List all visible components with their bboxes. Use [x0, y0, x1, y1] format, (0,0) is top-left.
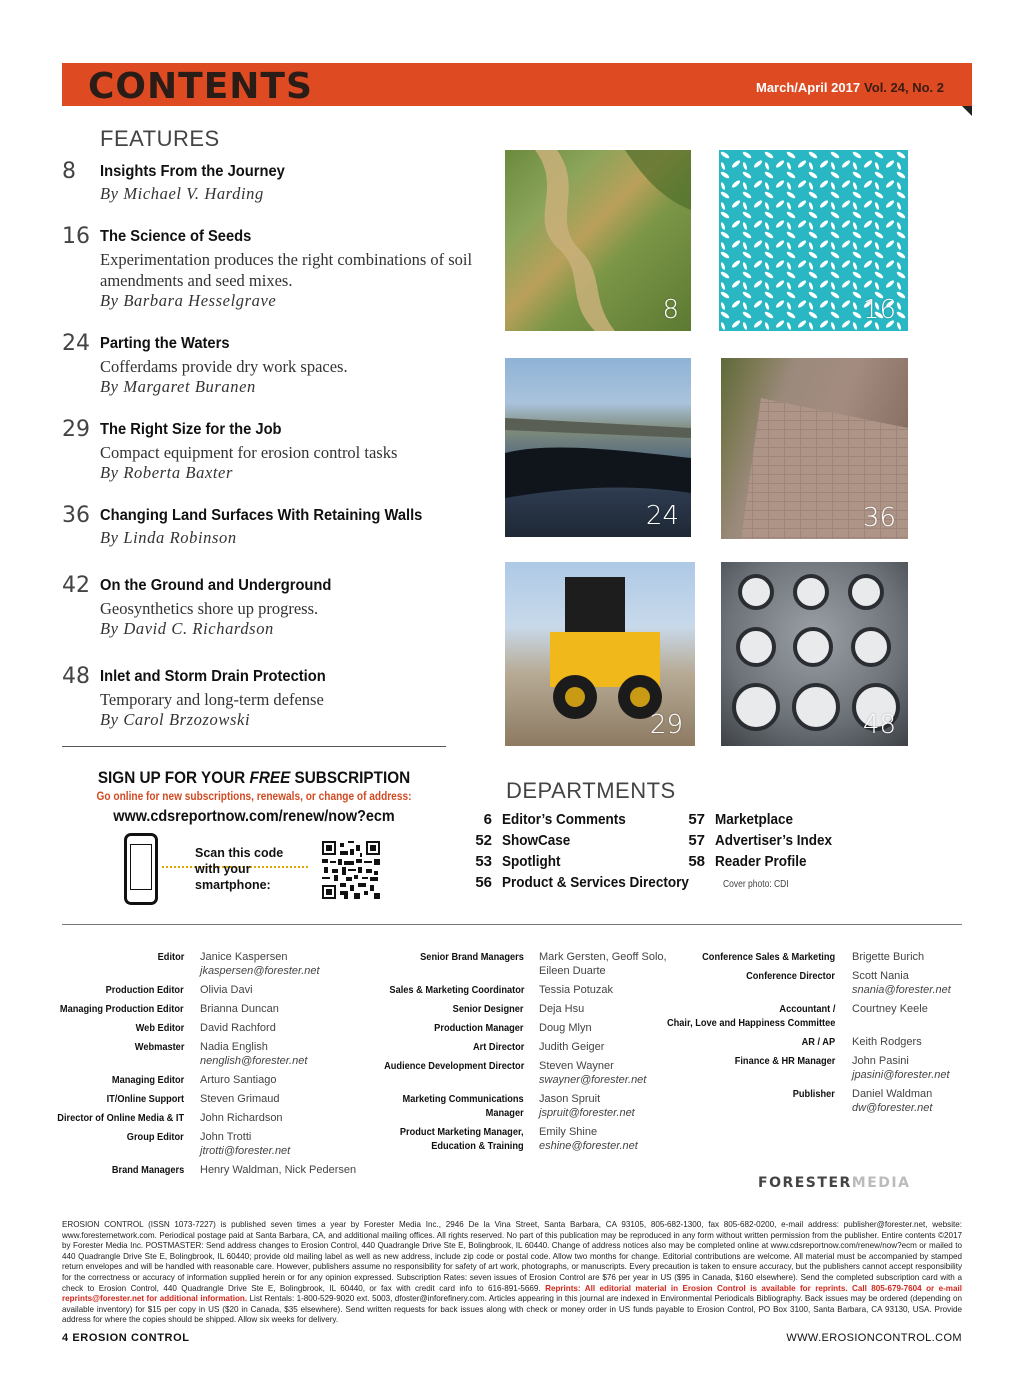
masthead-name: Brigette Burich	[852, 951, 925, 963]
staff-name: Daniel Waldman	[852, 1088, 933, 1100]
masthead-role: Finance & HR Manager	[734, 1055, 835, 1067]
feature-byline: By Barbara Hesselgrave	[100, 291, 277, 310]
feature-dek: Compact equipment for erosion control tasks	[100, 443, 398, 462]
scan-line: smartphone:	[195, 878, 271, 892]
department-label[interactable]: Reader Profile	[715, 853, 807, 870]
masthead-role: Brand Managers	[111, 1164, 184, 1176]
department-label[interactable]: ShowCase	[502, 832, 571, 849]
skid-steer-loader-photo[interactable]	[505, 562, 695, 746]
feature-title[interactable]: Inlet and Storm Drain Protection	[100, 668, 326, 685]
feature-page: 16	[62, 224, 90, 249]
publication-fineprint	[62, 1220, 962, 1326]
department-item[interactable]	[683, 853, 817, 870]
masthead-name: Keith Rodgers	[852, 1036, 922, 1048]
masthead-name: Deja Hsu	[539, 1003, 585, 1015]
department-page: 57	[688, 832, 705, 849]
staff-name: Nadia English	[200, 1041, 268, 1053]
logo-part: FORESTER	[758, 1175, 852, 1191]
seed-pattern-photo[interactable]	[719, 150, 908, 331]
staff-email[interactable]: swayner@forester.net	[539, 1074, 647, 1086]
staff-email[interactable]: nenglish@forester.net	[200, 1055, 308, 1067]
features-heading: FEATURES	[100, 126, 220, 151]
feature-dek: Temporary and long-term defense	[100, 690, 324, 709]
feature-title[interactable]: Changing Land Surfaces With Retaining Walls	[100, 507, 423, 524]
subscription-heading-free: FREE	[249, 768, 291, 787]
masthead-name	[852, 1054, 950, 1082]
smartphone-icon	[124, 833, 158, 905]
masthead-role: Production Editor	[105, 984, 184, 996]
masthead-name	[539, 1125, 638, 1153]
scan-line: with your	[195, 862, 251, 876]
role-line: Product Marketing Manager,	[400, 1126, 524, 1138]
departments-heading: DEPARTMENTS	[506, 778, 676, 803]
feature-title[interactable]: On the Ground and Underground	[100, 577, 332, 594]
staff-name: Janice Kaspersen	[200, 951, 288, 963]
masthead-name: Tessia Potuzak	[539, 984, 613, 996]
subscription-heading-post: SUBSCRIPTION	[290, 768, 411, 787]
department-item[interactable]	[683, 811, 802, 828]
staff-name: Steven Wayner	[539, 1060, 614, 1072]
department-item[interactable]	[683, 832, 845, 849]
masthead-name: Brianna Duncan	[200, 1003, 279, 1015]
department-label[interactable]: Spotlight	[502, 853, 561, 870]
issue-info	[756, 80, 944, 95]
photo-page-number: 16	[862, 295, 896, 325]
feature-byline: By David C. Richardson	[100, 619, 274, 638]
subscription-heading	[81, 768, 427, 788]
staff-email[interactable]: eshine@forester.net	[539, 1140, 638, 1152]
department-page: 56	[475, 874, 492, 891]
staff-name: Emily Shine	[539, 1126, 598, 1138]
role-line: Accountant /	[779, 1003, 835, 1015]
masthead-name: Steven Grimaud	[200, 1093, 280, 1105]
masthead-name	[539, 950, 667, 978]
masthead-role: Senior Brand Managers	[420, 951, 524, 963]
feature-byline: By Linda Robinson	[100, 528, 237, 547]
masthead-name: John Richardson	[200, 1112, 283, 1124]
staff-name: Jason Spruit	[539, 1093, 601, 1105]
feature-byline: By Roberta Baxter	[100, 463, 233, 482]
feature-title[interactable]: Parting the Waters	[100, 335, 230, 352]
staff-email[interactable]: jpasini@forester.net	[852, 1069, 950, 1081]
staff-email[interactable]: snania@forester.net	[852, 984, 951, 996]
role-line: Manager	[485, 1107, 524, 1119]
masthead-role	[667, 1002, 835, 1030]
masthead-role: AR / AP	[801, 1036, 835, 1048]
masthead-role: Editor	[157, 951, 184, 963]
masthead-name: Olivia Davi	[200, 984, 253, 996]
subscription-url-link[interactable]: www.cdsreportnow.com/renew/now?ecm	[113, 808, 395, 825]
corner-triangle	[962, 106, 972, 116]
role-line: Education & Training	[431, 1140, 524, 1152]
staff-name: Eileen Duarte	[539, 965, 606, 977]
masthead-name: Arturo Santiago	[200, 1074, 277, 1086]
masthead-role: Director of Online Media & IT	[57, 1112, 184, 1124]
feature-page: 29	[62, 417, 90, 442]
masthead-name: Doug Mlyn	[539, 1022, 592, 1034]
masthead-name	[200, 1130, 290, 1158]
forester-media-logo	[758, 1175, 910, 1191]
masthead-role	[400, 1125, 524, 1153]
staff-email[interactable]: jspruit@forester.net	[539, 1107, 635, 1119]
department-item[interactable]	[470, 832, 578, 849]
photo-page-number: 29	[649, 710, 683, 740]
masthead-role: Conference Director	[746, 970, 835, 982]
masthead-role: Publisher	[792, 1088, 835, 1100]
staff-email[interactable]: dw@forester.net	[852, 1102, 933, 1114]
masthead-role	[403, 1092, 524, 1120]
fineprint-text: EROSION CONTROL (ISSN 1073-7227) is published seven times a year by Forester Media Inc., 2946 De la Vina Street, Santa Barbara, CA 93105, 805-682-1300, fax 805-682-0200, e-mail address: publisher@forester.net, website: www.foresternetwork.com. Periodical postage paid at Santa Barbara, CA, and additional mailing offices. All rights reserved. No part of this publication may be reproduced in any form without written permission from the publisher. Entire contents ©2017 by Forester Media Inc. POSTMASTER: Send address changes to Erosion Control, 440 Quadrangle Drive Ste E, Bolingbrook, IL 60440. Change of address notices also may be completed online at www.cdsreportnow.com/renew/now?ecm or mailed to 440 Quadrangle Drive Ste E, Bolingbrook, IL 60440; provide old mailing label as well as new address, include zip code or postal code. Allow two months for change. Editorial contributions are welcome. All material must be accompanied by stamped return envelopes and will be handled with reasonable care. However, publishers assume no responsibility for safety of art work, photographs, or manuscripts. Every precaution is taken to ensure accuracy, but the publishers cannot accept responsibility for the correctness or accuracy of information supplied herein or for any opinion expressed. Subscription Rates: seven issues of Erosion Control are $76 per year in US ($95 in Canada, $160 elsewhere). Send the completed subscription card with a check to Erosion Control, 440 Quadrangle Drive Ste E, Bolingbrook, IL 60440, or fax with credit card info to 616-891-5669.	[62, 1220, 962, 1293]
subscription-heading-pre: SIGN UP FOR YOUR	[97, 768, 250, 787]
department-item[interactable]	[470, 874, 710, 891]
photo-page-number: 24	[645, 501, 679, 531]
staff-name: John Trotti	[200, 1131, 252, 1143]
feature-page: 24	[62, 331, 90, 356]
logo-part: MEDIA	[851, 1175, 911, 1191]
masthead-role: IT/Online Support	[106, 1093, 184, 1105]
masthead-role: Managing Production Editor	[60, 1003, 184, 1015]
feature-page: 36	[62, 503, 90, 528]
feature-dek: Cofferdams provide dry work spaces.	[100, 357, 348, 376]
features-divider	[62, 746, 446, 747]
department-item[interactable]	[470, 853, 567, 870]
feature-byline: By Michael V. Harding	[100, 184, 264, 203]
masthead-role: Webmaster	[134, 1041, 184, 1053]
masthead-role: Conference Sales & Marketing	[701, 951, 835, 963]
website-link[interactable]: WWW.EROSIONCONTROL.COM	[786, 1332, 962, 1344]
masthead-role: Group Editor	[127, 1131, 184, 1143]
issue-date: March/April 2017	[756, 80, 861, 95]
masthead-name	[539, 1059, 646, 1087]
staff-name: Scott Nania	[852, 970, 909, 982]
masthead-name: Henry Waldman, Nick Pedersen	[200, 1164, 357, 1176]
feature-dek: Experimentation produces the right combinations of soil amendments and seed mixes.	[100, 250, 473, 290]
photo-page-number: 36	[862, 503, 896, 533]
issue-volume: Vol. 24, No. 2	[864, 80, 944, 95]
masthead-name: Judith Geiger	[539, 1041, 605, 1053]
scan-line: Scan this code	[195, 846, 284, 860]
subscription-subline: Go online for new subscriptions, renewals, or change of address:	[96, 791, 412, 803]
masthead-role: Managing Editor	[111, 1074, 184, 1086]
cover-credit: Cover photo: CDI	[723, 879, 789, 890]
reprints-notice: Reprints: All editorial material in Erosion Control is available for reprints. Call 805-679-7604 or e-mail reprints@forester.net for additional information.	[62, 1283, 962, 1304]
staff-name: Mark Gersten, Geoff Solo,	[539, 951, 667, 963]
feature-page: 42	[62, 573, 90, 598]
feature-title[interactable]: The Right Size for the Job	[100, 421, 282, 438]
folio: 4 EROSION CONTROL	[62, 1332, 190, 1344]
masthead-role: Senior Designer	[453, 1003, 524, 1015]
feature-page: 8	[62, 159, 76, 184]
fineprint-text: List Rentals: 1-800-529-9020 ext. 5003, dfoster@inforefinery.com. Articles appearing in this journal are indexed in Environmental Periodicals Bibliography. Back issues may be ordered (depending on available inventory) for $15 per copy in US ($20 in Canada, $35 elsewhere). Send written requests for back issues along with check or money order in US funds payable to Erosion Control, PO Box 3100, Santa Barbara, CA 93130, USA. Provide address for where the copies should be shipped. Allow six weeks for delivery.	[62, 1294, 963, 1325]
storm-drain-filters-photo[interactable]	[721, 562, 908, 746]
cofferdam-photo[interactable]	[505, 358, 691, 537]
department-page: 52	[475, 832, 492, 849]
masthead-name	[200, 950, 320, 978]
masthead-name: Courtney Keele	[852, 1003, 928, 1015]
department-page: 6	[483, 811, 492, 828]
department-label[interactable]: Product & Services Directory	[502, 874, 689, 891]
masthead-role: Art Director	[472, 1041, 524, 1053]
feature-dek: Geosynthetics shore up progress.	[100, 599, 319, 618]
department-item[interactable]	[470, 811, 640, 828]
masthead-role: Production Manager	[434, 1022, 524, 1034]
qr-code-icon[interactable]	[322, 841, 380, 899]
department-label[interactable]: Editor’s Comments	[502, 811, 626, 828]
photo-page-number: 48	[862, 710, 896, 740]
role-line: Chair, Love and Happiness Committee	[666, 1017, 835, 1029]
page-title: CONTENTS	[88, 66, 313, 107]
retaining-wall-photo[interactable]	[721, 358, 908, 539]
masthead-name	[539, 1092, 635, 1120]
department-page: 58	[688, 853, 705, 870]
role-line: Marketing Communications	[402, 1093, 524, 1105]
masthead-name	[852, 1087, 932, 1115]
masthead-name	[852, 969, 951, 997]
feature-title[interactable]: The Science of Seeds	[100, 228, 252, 245]
staff-email[interactable]: jkaspersen@forester.net	[200, 965, 320, 977]
feature-byline: By Carol Brzozowski	[100, 710, 251, 729]
masthead-role: Sales & Marketing Coordinator	[388, 984, 524, 996]
department-page: 57	[688, 811, 705, 828]
masthead-name	[200, 1040, 307, 1068]
scan-instructions	[195, 845, 283, 893]
department-label[interactable]: Marketplace	[715, 811, 794, 828]
department-label[interactable]: Advertiser’s Index	[715, 832, 833, 849]
masthead-name: David Rachford	[200, 1022, 276, 1034]
feature-title[interactable]: Insights From the Journey	[100, 163, 285, 180]
department-page: 53	[475, 853, 492, 870]
staff-email[interactable]: jtrotti@forester.net	[200, 1145, 291, 1157]
feature-page: 48	[62, 664, 90, 689]
masthead-role: Audience Development Director	[383, 1060, 524, 1072]
masthead-role: Web Editor	[135, 1022, 184, 1034]
feature-byline: By Margaret Buranen	[100, 377, 256, 396]
masthead-divider	[62, 924, 962, 925]
staff-name: John Pasini	[852, 1055, 909, 1067]
photo-page-number: 8	[662, 295, 679, 325]
river-aerial-photo[interactable]	[505, 150, 691, 331]
